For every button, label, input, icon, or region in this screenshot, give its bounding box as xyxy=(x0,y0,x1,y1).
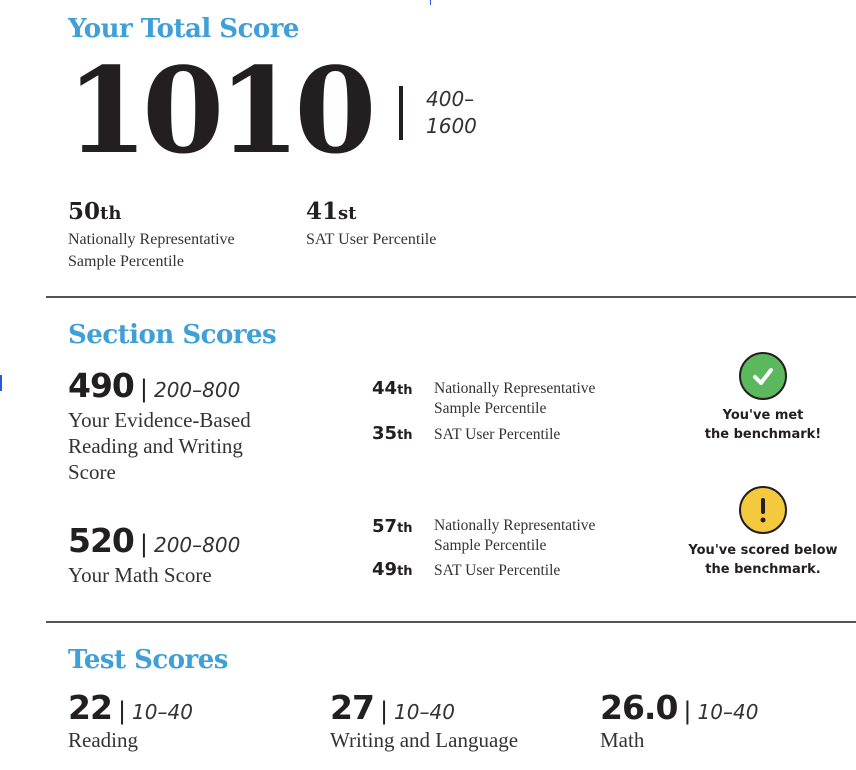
percentile-label: Sample Percentile xyxy=(434,400,547,417)
benchmark-line: the benchmark. xyxy=(705,562,821,577)
edge-mark xyxy=(0,375,2,391)
score-range: 10–40 xyxy=(697,700,759,724)
score-value: 520 xyxy=(68,521,134,560)
user-percentile-label: SAT User Percentile xyxy=(434,562,561,579)
score-value: 22 xyxy=(68,688,112,727)
divider-bar: | xyxy=(117,697,127,725)
user-percentile xyxy=(372,559,413,580)
score-value: 27 xyxy=(330,688,374,727)
score-label: Reading xyxy=(68,728,138,752)
total-score-heading: Your Total Score xyxy=(68,14,299,44)
check-icon xyxy=(739,352,787,400)
user-percentile-label: SAT User Percentile xyxy=(434,426,561,443)
score-range: 10–40 xyxy=(132,700,193,724)
user-percentile xyxy=(372,423,413,444)
percentile-suffix: th xyxy=(100,203,122,224)
test-score-reading xyxy=(68,688,193,753)
test-score-writing xyxy=(330,688,518,753)
section-scores-heading: Section Scores xyxy=(68,320,277,350)
score-range: 10–40 xyxy=(394,700,455,724)
percentile-label: Nationally Representative xyxy=(434,380,596,397)
score-label: Your Evidence-Based xyxy=(68,408,251,432)
score-value: 26.0 xyxy=(600,688,678,727)
range-bottom: 1600 xyxy=(426,114,477,138)
range-top: 400– xyxy=(426,87,475,111)
score-label: Your Math Score xyxy=(68,563,212,587)
score-label: Writing and Language xyxy=(330,728,519,752)
percentile-suffix: th xyxy=(397,383,413,398)
percentile-suffix: th xyxy=(397,564,413,579)
exclamation-icon xyxy=(739,486,787,534)
divider-bar: | xyxy=(379,697,389,725)
total-score-range xyxy=(426,86,477,140)
score-value: 490 xyxy=(68,366,134,405)
benchmark-line: You've scored below xyxy=(688,543,838,558)
national-percentile-label xyxy=(434,379,595,419)
percentile-number: 49 xyxy=(372,559,398,580)
percentile-number: 50 xyxy=(68,198,101,225)
user-percentile xyxy=(306,198,436,251)
percentile-label: Sample Percentile xyxy=(434,537,547,554)
percentile-number: 57 xyxy=(372,516,398,537)
percentile-suffix: th xyxy=(397,428,413,443)
benchmark-line: You've met xyxy=(722,408,804,423)
percentile-label: Nationally Representative xyxy=(68,231,235,248)
percentile-suffix: th xyxy=(397,521,413,536)
percentile-label: Nationally Representative xyxy=(434,517,596,534)
national-percentile xyxy=(372,516,413,537)
score-label: Math xyxy=(600,728,645,752)
percentile-number: 35 xyxy=(372,423,398,444)
score-label: Score xyxy=(68,460,116,484)
test-score-math xyxy=(600,688,758,753)
section-divider xyxy=(46,296,856,298)
benchmark-below-text xyxy=(673,541,853,579)
divider-bar: | xyxy=(139,375,148,403)
national-percentile xyxy=(372,378,413,399)
percentile-label: Sample Percentile xyxy=(68,253,184,270)
test-scores-heading: Test Scores xyxy=(68,645,228,675)
section-score-erw xyxy=(68,366,251,485)
divider-bar xyxy=(399,86,403,140)
percentile-number: 41 xyxy=(306,198,339,225)
national-percentile-label xyxy=(434,516,595,556)
percentile-label: SAT User Percentile xyxy=(306,231,437,248)
national-percentile xyxy=(68,198,235,273)
percentile-number: 44 xyxy=(372,378,398,399)
section-divider xyxy=(46,621,856,623)
score-range: 200–800 xyxy=(153,378,241,402)
total-score-value: 1010 xyxy=(66,41,371,180)
divider-bar: | xyxy=(139,530,148,558)
section-score-math xyxy=(68,521,240,588)
divider-bar: | xyxy=(683,697,692,725)
edge-mark xyxy=(430,0,431,5)
score-range: 200–800 xyxy=(153,533,241,557)
score-label: Reading and Writing xyxy=(68,434,243,458)
percentile-suffix: st xyxy=(338,203,357,224)
benchmark-line: the benchmark! xyxy=(704,427,822,442)
benchmark-met-text xyxy=(673,406,853,444)
